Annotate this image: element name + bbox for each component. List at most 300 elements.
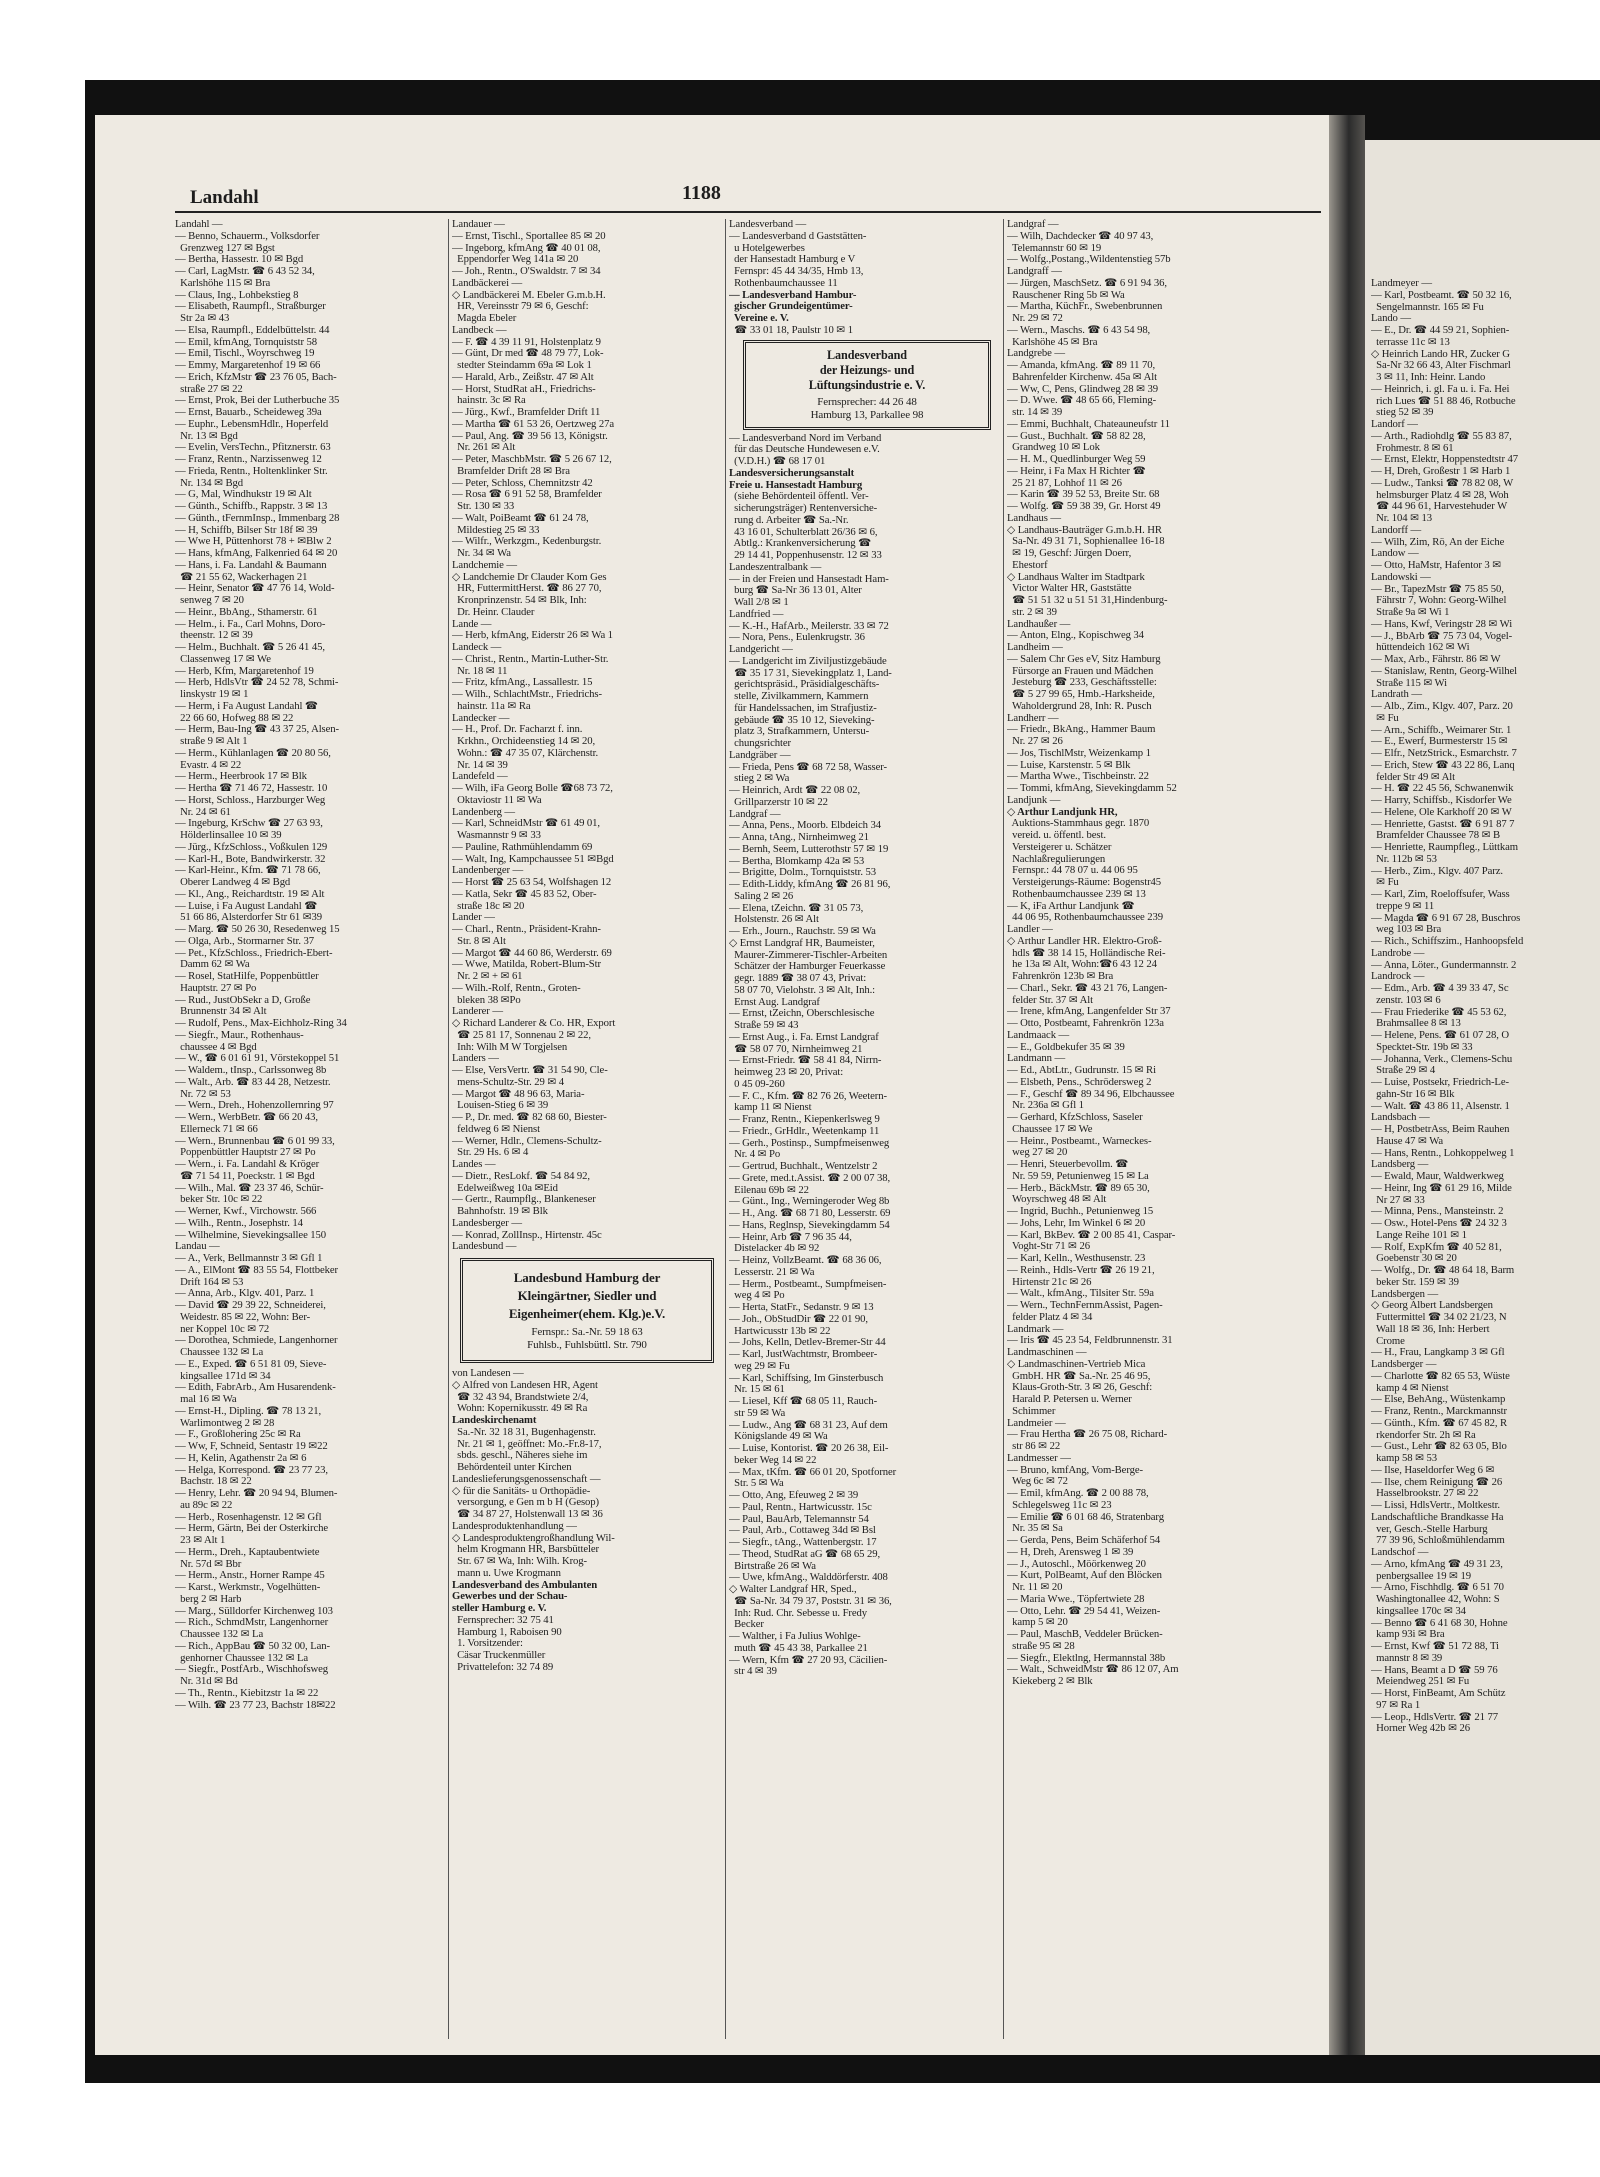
directory-entry-line: gebäude ☎ 35 10 12, Sieveking- [729,714,875,726]
directory-entry-line: — Wern., i. Fa. Landahl & Kröger [175,1159,320,1170]
directory-entry-line: — E., Ewerf, Burmesterstr 15 ✉ [1371,736,1508,748]
directory-entry-line: Nr. 15 ✉ 61 [729,1384,785,1396]
directory-entry-line: — Herb., BäckMstr. ☎ 89 65 30, [1007,1182,1150,1194]
directory-entry-line: kingsallee 170c ✉ 34 [1371,1605,1466,1617]
directory-entry-line: Auktions-Stammhaus gegr. 1870 [1007,818,1150,830]
directory-entry-line: — Wern., TechnFernmAssist, Pagen- [1007,1300,1163,1311]
directory-entry-line: helm Krogmann HR, Barsbütteler [452,1544,599,1556]
directory-entry-line: Landgraf — [729,808,781,820]
directory-entry-line: — F., Großlohering 25c ✉ Ra [175,1429,301,1441]
directory-entry-line: — E., Goldbekufer 35 ✉ 39 [1007,1041,1125,1053]
directory-entry-line: — Arno, kfmAng ☎ 49 31 23, [1371,1558,1503,1570]
directory-entry-line: Hasselbrookstr. 27 ✉ 22 [1371,1488,1479,1500]
directory-entry-line: — Elfr., NetzStrick., Esmarchstr. 7 [1371,748,1517,759]
directory-entry-line: kamp 11 ✉ Nienst [729,1102,812,1114]
directory-entry-line: Nr. 59 59, Petunienweg 15 ✉ La [1007,1170,1149,1182]
directory-entry-line: — Karl, JustWachtmstr, Brombeer- [729,1349,878,1360]
bold-entry-line: Landesversicherungsanstalt [729,467,855,479]
directory-entry-line: Classenweg 17 ✉ We [175,653,271,665]
directory-entry-line: rich Lues ☎ 51 88 46, Rotbuche [1371,395,1516,407]
directory-entry-line: — Rich., Schiffszim., Hanhoopsfeld [1371,936,1524,947]
directory-entry-line: — Friedr., BkAng., Hammer Baum [1007,724,1156,736]
directory-entry-line: — Siegfr., PostfArb., Wischhofsweg [175,1664,329,1676]
directory-entry-line: — J., BbArb ☎ 75 73 04, Vogel- [1371,630,1513,642]
bold-entry-line: Landesverband des Ambulanten [452,1579,598,1591]
directory-entry-line: — Ernst Aug., i. Fa. Ernst Landgraf [729,1031,879,1043]
directory-entry-line: — Hans, i. Fa. Landahl & Baumann [175,559,327,571]
directory-entry-line: straße 27 ✉ 22 [175,383,243,395]
directory-entry-line: str. 2 ✉ 39 [1007,606,1057,618]
directory-entry-line: — Karl, Kelln., Westhusenstr. 23 [1007,1253,1146,1264]
directory-entry-line: — Irene, kfmAng, Langenfelder Str 37 [1007,1006,1171,1018]
directory-entry-line: Nr. 57d ✉ Bbr [175,1558,242,1570]
directory-entry-line: — Helm., Buchhalt. ☎ 5 26 41 45, [175,642,325,653]
directory-entry-line: sicherungsträger) Rentenversiche- [729,503,878,514]
directory-entry-line: — Marg., Sülldorfer Kirchenweg 103 [175,1605,333,1617]
directory-entry-line: — Hans, Reglnsp, Sievekingdamm 54 [729,1219,890,1231]
directory-entry-line: — Wwe H, Püttenhorst 78 + ✉Blw 2 [175,536,332,548]
directory-entry-line: Futtermittel ☎ 34 02 21/23, N [1371,1312,1507,1323]
directory-entry-line: — Herb., Zim., Klgv. 407 Parz. [1371,865,1503,877]
bold-entry-line: Vereine e. V. [729,313,789,324]
directory-entry-line: Landeslieferungsgenossenschaft — [452,1473,601,1485]
directory-entry-line: — Günth., Schiffb., Rappstr. 3 ✉ 13 [175,501,328,512]
directory-entry-line: — Erich, KfzMstr ☎ 23 76 05, Bach- [175,371,337,383]
directory-entry-line: mann u. Uwe Krogmann [452,1567,561,1579]
directory-entry-line: — H, Kelin, Agathenstr 2a ✉ 6 [175,1452,307,1464]
directory-entry-line: straße 95 ✉ 28 [1007,1640,1075,1652]
directory-entry-line: — Edm., Arb. ☎ 4 39 33 47, Sc [1371,983,1509,994]
directory-entry-line: Fernspr.: 44 78 07 u. 44 06 95 [1007,865,1138,877]
directory-entry-line: Chaussee 132 ✉ La [175,1629,264,1640]
directory-entry-line: Woyrschweg 48 ✉ Alt [1007,1194,1107,1206]
directory-entry-line: — Walther, i Fa Julius Wohlge- [729,1631,861,1642]
directory-entry-line: Landchemie — [452,559,517,571]
directory-entry-line: mal 16 ✉ Wa [175,1394,237,1405]
directory-entry-line: Nr. 29 ✉ 72 [1007,313,1063,324]
directory-entry-line: ◇ Landchemie Dr Clauder Kom Ges [452,571,607,583]
directory-entry-line: 29 14 41, Poppenhusenstr. 12 ✉ 33 [729,550,882,561]
directory-entry-line: — Paul, Arb., Cottaweg 34d ✉ Bsl [729,1525,876,1537]
directory-entry-line: ☎ 35 17 31, Sievekingplatz 1, Land- [729,667,892,679]
directory-entry-line: — Jürg., Kwf., Bramfelder Drift 11 [452,407,601,418]
directory-entry-line: Fährstr 7, Wohn: Georg-Wilhel [1371,595,1507,607]
directory-entry-line: — Elisabeth, Raumpfl., Straßburger [175,301,326,313]
ad-title-line: Lüftungsindustrie e. V. [808,377,926,392]
directory-entry-line: Horner Weg 42b ✉ 26 [1371,1723,1470,1735]
directory-entry-line: Mildestieg 25 ✉ 33 [452,524,540,536]
directory-entry-line: — A., Verk, Bellmannstr 3 ✉ Gfl 1 [175,1253,323,1264]
ad-title-line: der Heizungs- und [819,362,915,377]
directory-entry-line: Telemannstr 60 ✉ 19 [1007,242,1102,254]
directory-entry-line: — Gust., Buchhalt. ☎ 58 82 28, [1007,430,1146,442]
directory-entry-line: — Otto, HaMstr, Hafentor 3 ✉ [1371,560,1502,571]
directory-entry-line: — Arn., Schiffb., Weimarer Str. 1 [1371,724,1512,736]
directory-entry-line: — Franz, Rentn., Narzissenweg 12 [175,454,322,465]
directory-entry-line: — Hans, kfmAng, Falkenried 64 ✉ 20 [175,548,338,559]
directory-entry-line: Edelweißweg 10a ✉Eid [452,1182,558,1194]
directory-entry-line: ◇ Alfred von Landesen HR, Agent [452,1379,598,1391]
directory-entry-line: — Claus, Ing., Lohbekstieg 8 [175,289,299,301]
directory-entry-line: Str. 130 ✉ 33 [452,501,515,512]
directory-entry-line: — Herm., Dreh., Kaptaubentwiete [175,1546,320,1558]
directory-entry-line: — Edith, FabrArb., Am Husarendenk- [175,1382,336,1394]
directory-entry-line: gerichtspräsid., Präsidialgeschäfts- [729,679,880,691]
directory-entry-line: genhorner Chaussee 132 ✉ La [175,1652,309,1664]
directory-entry-line: — Otto, Lehr. ☎ 29 54 41, Weizen- [1007,1605,1161,1617]
directory-entry-line: — Ilse, Haseldorfer Weg 6 ✉ [1371,1464,1495,1476]
directory-entry-line: Evastr. 4 ✉ 22 [175,759,242,771]
directory-entry-line: — Ernst, Prok, Bei der Lutherbuche 35 [175,395,340,407]
directory-entry-line: ◇ Georg Albert Landsbergen [1371,1300,1493,1312]
directory-entry-line: — Anton, Elng., Kopischweg 34 [1007,630,1144,642]
directory-entry-line: Landesberger — [452,1217,522,1229]
directory-entry-line: au 89c ✉ 22 [175,1499,233,1511]
directory-entry-line: Distelacker 4b ✉ 92 [729,1243,820,1255]
page-number: 1188 [682,182,721,204]
directory-entry-line: — Benno ☎ 6 41 68 30, Hohne [1371,1617,1508,1629]
directory-entry-line: Abtlg.: Krankenversicherung ☎ [729,538,872,550]
directory-entry-line: ☎ 32 43 94, Brandstwiete 2/4, [452,1391,589,1403]
directory-entry-line: ◇ Landhaus-Bauträger G.m.b.H. HR [1007,524,1162,536]
directory-entry-line: — Paul, Rentn., Hartwicusstr. 15c [729,1501,872,1513]
directory-entry-line: — Karst., Werkmstr., Vogelhütten- [175,1582,321,1593]
directory-entry-line: treppe 9 ✉ 11 [1371,900,1435,912]
column-divider [725,219,726,2039]
directory-entry-line: — Bertha, Blomkamp 42a ✉ 53 [729,855,865,867]
ad-title-line: Kleingärtner, Siedler und [517,1288,657,1303]
directory-entry-line: Landmaack — [1007,1029,1070,1041]
directory-entry-line: — Emil, kfmAng. ☎ 2 00 88 78, [1007,1488,1149,1499]
directory-entry-line: ◇ Landbäckerei M. Ebeler G.m.b.H. [452,289,606,301]
directory-entry-line: Str. 8 ✉ Alt [452,935,506,947]
directory-entry-line: Schimmer [1007,1405,1056,1417]
directory-entry-line: — H. M., Quedlinburger Weg 59 [1007,454,1146,465]
directory-entry-line: Landgraf — [1007,219,1059,230]
directory-entry-line: — Ernst, Tischl., Sportallee 85 ✉ 20 [452,230,606,242]
directory-entry-line: feldweg 6 ✉ Nienst [452,1123,540,1135]
directory-entry-line: — Friedr., GrHdlr., Weetenkamp 11 [729,1125,880,1137]
directory-entry-line: Krkhn., Orchideenstieg 14 ✉ 20, [452,736,596,747]
directory-entry-line: — Otto, Ang, Efeuweg 2 ✉ 39 [729,1490,859,1501]
directory-entry-line: Birtstraße 26 ✉ Wa [729,1560,816,1572]
facing-page-column [1371,278,1600,2055]
directory-entry-line: — Rich., AppBau ☎ 50 32 00, Lan- [175,1640,330,1652]
directory-entry-line: 97 ✉ Ra 1 [1371,1699,1421,1711]
directory-entry-line: — Anna, Pens., Moorb. Elbdeich 34 [729,820,881,832]
directory-entry-line: — H., Frau, Langkamp 3 ✉ Gfl [1371,1347,1505,1359]
directory-entry-line: Str 2a ✉ 43 [175,313,230,324]
directory-entry-line: — Elena, tZeichn. ☎ 31 05 73, [729,902,864,914]
directory-entry-line: — Harald, Arb., Zeißstr. 47 ✉ Alt [452,371,594,383]
directory-entry-line: — Herb, Kfm, Margaretenhof 19 [175,665,314,677]
directory-entry-line: — Ernst, tZeichn, Oberschlesische [729,1008,875,1020]
directory-entry-line: Landorf — [1371,419,1418,430]
directory-entry-line: Brunnenstr 34 ✉ Alt [175,1006,267,1018]
directory-entry-line: Nr. 14 ✉ 39 [452,759,508,771]
directory-entry-line: — Rolf, ExpKfm ☎ 40 52 81, [1371,1241,1502,1253]
directory-entry-line: — Gertrud, Buchhalt., Wentzelstr 2 [729,1161,878,1172]
directory-entry-line: ☎ 71 54 11, Poeckstr. 1 ✉ Bgd [175,1170,315,1182]
directory-entry-line: Behördenteil unter Kirchen [452,1462,572,1473]
directory-entry-line: Versteigerungs-Räume: Bogenstr45 [1007,877,1162,888]
directory-entry-line: ◇ Landhaus Walter im Stadtpark [1007,571,1145,583]
directory-entry-line: Sa-Nr 32 66 43, Alter Fischmarl [1371,360,1511,372]
directory-entry-line: — Evelin, VersTechn., Pfitznerstr. 63 [175,442,331,454]
directory-entry-line: — Walt, Ing, Kampchaussee 51 ✉Bgd [452,853,614,865]
directory-entry-line: chaussee 4 ✉ Bgd [175,1041,257,1053]
directory-entry-line: Inh: Wilh M W Torgjelsen [452,1041,568,1053]
directory-entry-line: — Johanna, Verk., Clemens-Schu [1371,1053,1513,1065]
directory-entry-line: Nr. 11 ✉ 20 [1007,1582,1063,1593]
directory-entry-line: HR, Vereinsstr 79 ✉ 6, Geschf: [452,301,589,313]
directory-entry-line: Landherr — [1007,712,1059,724]
directory-entry-line: berg 2 ✉ Harb [175,1593,242,1605]
directory-entry-line: — Walt. ☎ 43 86 11, Alsenstr. 1 [1371,1100,1510,1112]
directory-entry-line: Wasmannstr 9 ✉ 33 [452,830,541,841]
bold-entry-line: — Landesverband Hambur- [729,289,857,301]
directory-entry-line: — Waldem., tInsp., Carlssonweg 8b [175,1065,327,1076]
directory-entry-line: beker Str. 10c ✉ 22 [175,1194,263,1206]
directory-entry-line: — Wern., Dreh., Hohenzollernring 97 [175,1100,334,1112]
directory-entry-line: — Bertha, Hassestr. 10 ✉ Bgd [175,254,304,266]
directory-entry-line: — Wilh. ☎ 23 77 23, Bachstr 18✉22 [175,1699,336,1711]
directory-entry-line: — Harry, Schiffsb., Kisdorfer We [1371,795,1512,806]
directory-entry-line: str 59 ✉ Wa [729,1407,786,1419]
directory-entry-line: Lander — [452,912,495,924]
directory-entry-line: Karlshöhe 115 ✉ Bra [175,277,271,289]
directory-entry-line: — Elsbeth, Pens., Schrödersweg 2 [1007,1076,1152,1088]
directory-entry-line: — Ernst-Friedr. ☎ 58 41 84, Nirrn- [729,1055,882,1067]
directory-entry-line: ☎ 51 51 32 u 51 51 31,Hindenburg- [1007,595,1168,606]
directory-entry-line: — J., Autoschl., Möörkenweg 20 [1007,1558,1146,1570]
directory-entry-line: — Henry, Lehr. ☎ 20 94 94, Blumen- [175,1488,338,1499]
directory-entry-line: versorgung, e Gen m b H (Gesop) [452,1497,599,1509]
directory-entry-line: — Emil, Tischl., Woyrschweg 19 [175,348,315,360]
directory-entry-line: Landmaschinen — [1007,1347,1087,1358]
directory-entry-line: kamp 93i ✉ Bra [1371,1629,1445,1641]
directory-entry-line: 25 21 87, Lohhof 11 ✉ 26 [1007,477,1122,489]
directory-entry-line: — Landesverband Nord im Verband [729,432,882,444]
directory-entry-line: — Herta, StatFr., Sedanstr. 9 ✉ 13 [729,1302,874,1313]
directory-entry-line: — Emmy, Margaretenhof 19 ✉ 66 [175,360,321,371]
directory-entry-line: der Hansestadt Hamburg e V [729,254,856,266]
directory-entry-line: straße 18c ✉ 20 [452,900,525,912]
directory-entry-line: — Helene, Ole Karkhoff 20 ✉ W [1371,806,1512,818]
directory-entry-line: — Heinr, i Fa Max H Richter ☎ [1007,465,1146,477]
directory-entry-line: — Herb, kfmAng, Eiderstr 26 ✉ Wa 1 [452,630,613,642]
directory-entry-line: weg 27 ✉ 20 [1007,1147,1068,1159]
directory-entry-line: 1. Vorsitzender: [452,1638,523,1650]
directory-entry-line: ◇ Arthur Landler HR. Elektro-Groß- [1007,935,1162,947]
directory-entry-line: — Else, VersVertr. ☎ 31 54 90, Cle- [452,1065,608,1076]
directory-entry-line: — Horst ☎ 25 63 54, Wolfshagen 12 [452,877,612,888]
directory-entry-line: Landefeld — [452,771,508,783]
directory-entry-line: Landers — [452,1053,499,1065]
directory-entry-line: — Arno, Fischhdlg. ☎ 6 51 70 [1371,1582,1504,1594]
directory-entry-line: — in der Freien und Hansestadt Ham- [729,573,889,585]
directory-entry-line: Nr. 34 ✉ Wa [452,548,511,559]
directory-entry-line: Nachlaßregulierungen [1007,853,1106,865]
directory-entry-line: — Wern., Brunnenbau ☎ 6 01 99 33, [175,1135,335,1147]
directory-entry-line: — H, PostbetrAss, Beim Rauhen [1371,1124,1510,1135]
directory-entry-line: — Karin ☎ 39 52 53, Breite Str. 68 [1007,489,1160,501]
directory-entry-line: sbds. geschl., Näheres siehe im [452,1450,588,1462]
ad-phone: Fernspr.: Sa.-Nr. 59 18 63 [531,1326,643,1338]
directory-entry-line: Landmann — [1007,1053,1066,1065]
directory-entry-line: Lange Reihe 101 ✉ 1 [1371,1229,1467,1241]
directory-entry-line: Poppenbüttler Hauptstr 27 ✉ Po [175,1147,316,1159]
directory-entry-line: — H, Dreh, Großestr 1 ✉ Harb 1 [1371,466,1511,477]
directory-entry-line: — Helene, Pens. ☎ 61 07 28, O [1371,1030,1510,1041]
directory-entry-line: Landrobe — [1371,947,1425,959]
directory-entry-line: ver, Gesch.-Stelle Harburg [1371,1523,1488,1535]
directory-entry-line: felder Platz 4 ✉ 34 [1007,1311,1093,1323]
directory-entry-line: Cäsar Truckenmüller [452,1650,546,1661]
directory-entry-line: Landmark — [1007,1323,1064,1335]
directory-entry-line: hainstr. 3c ✉ Ra [452,395,526,407]
directory-entry-line: Damm 62 ✉ Wa [175,959,250,971]
directory-entry-line: — Siegfr., tAng., Wattenbergstr. 17 [729,1537,877,1548]
directory-entry-line: Bramfelder Drift 28 ✉ Bra [452,465,570,477]
directory-entry-line: Hause 47 ✉ Wa [1371,1135,1443,1147]
directory-entry-line: Karlshöhe 45 ✉ Bra [1007,336,1098,348]
directory-entry-line: — D. Wwe. ☎ 48 65 66, Fleming- [1007,395,1157,407]
directory-entry-line: — Henri, Steuerbevollm. ☎ [1007,1159,1129,1170]
directory-entry-line: Versteigerer u. Schätzer [1007,841,1112,853]
directory-entry-line: — Margot ☎ 44 60 86, Werderstr. 69 [452,947,612,959]
directory-entry-line: Bahrenfelder Kirchenw. 45a ✉ Alt [1007,371,1157,383]
directory-entry-line: Hirtenstr 21c ✉ 26 [1007,1276,1092,1288]
directory-entry-line: rkendorfer Str. 2h ✉ Ra [1371,1429,1476,1441]
directory-entry-line: Landesverband — [729,219,807,230]
directory-entry-line: — Reinh., Hdls-Vertr ☎ 26 19 21, [1007,1264,1155,1276]
directory-entry-line: Holstenstr. 26 ✉ Alt [729,914,819,926]
directory-entry-line: Landschaftliche Brandkasse Ha [1371,1511,1504,1523]
directory-entry-line: bleken 38 ✉Po [452,994,521,1006]
directory-entry-line: — E., Exped. ☎ 6 51 81 09, Sieve- [175,1358,327,1370]
directory-entry-line: Lande — [452,618,492,630]
directory-entry-line: — G, Mal, Windhukstr 19 ✉ Alt [175,489,312,501]
directory-entry-line: Landesproduktenhandlung — [452,1520,577,1532]
directory-entry-line: — Gerhard, KfzSchloss, Saseler [1007,1112,1143,1123]
directory-entry-line: terrasse 11c ✉ 13 [1371,336,1450,348]
directory-entry-line: — Helm., i. Fa., Carl Mohns, Doro- [175,618,326,630]
directory-entry-line: — Leop., HdlsVertr. ☎ 21 77 [1371,1711,1498,1723]
directory-entry-line: 3 ✉ 11, Inh: Heinr. Lando [1371,372,1486,383]
directory-entry-line: Landler — [1007,924,1053,935]
directory-entry-line: Fahrenkrön 123b ✉ Bra [1007,971,1114,982]
directory-entry-line: Fürsorge an Frauen und Mädchen [1007,665,1154,677]
directory-entry-line: — K.-H., HafArb., Meilerstr. 33 ✉ 72 [729,620,889,632]
book-gutter [1329,115,1365,2055]
ad-phone: Fernsprecher: 44 26 48 [817,395,917,408]
directory-entry-line: — Salem Chr Ges eV, Sitz Hamburg [1007,653,1161,665]
directory-entry-line: — Jürg., KfzSchloss., Voßkulen 129 [175,841,328,853]
directory-entry-line: Landowski — [1371,571,1431,583]
directory-entry-line: mens-Schultz-Str. 29 ✉ 4 [452,1076,565,1088]
directory-column-3 [729,219,1001,2053]
directory-entry-line: (V.D.H.) ☎ 68 17 01 [729,456,826,467]
directory-entry-line: kamp 58 ✉ 53 [1371,1453,1438,1464]
directory-entry-line: Kronprinzenstr. 54 ✉ Blk, Inh: [452,595,587,606]
ad-title-line: Landesverband [827,347,907,362]
directory-entry-line: ☎ 34 87 27, Holstenwall 13 ✉ 36 [452,1509,603,1520]
directory-entry-line: Rothenbaumchaussee 239 ✉ 13 [1007,888,1146,900]
bold-entry-line: gischer Grundeigentümer- [729,301,853,313]
directory-entry-line: weg 103 ✉ Bra [1371,924,1442,936]
directory-entry-line: — Heinz, VollzBeamt. ☎ 68 36 06, [729,1255,882,1266]
directory-entry-line: linskystr 19 ✉ 1 [175,689,249,700]
directory-entry-line: — Henriette, Gastst. ☎ 6 91 87 7 [1371,818,1515,830]
directory-entry-line: ☎ 25 81 17, Sonnenau 2 ✉ 22, [452,1029,591,1041]
directory-entry-line: Jesteburg ☎ 233, Geschäftsstelle: [1007,677,1157,689]
directory-entry-line: — Wilh, Dachdecker ☎ 40 97 43, [1007,230,1154,242]
directory-entry-line: — Nora, Pens., Eulenkrugstr. 36 [729,632,865,644]
directory-entry-line: — Hans, Kwf, Veringstr 28 ✉ Wi [1371,618,1513,630]
directory-entry-line: — Luise, Kontorist. ☎ 20 26 38, Eil- [729,1443,889,1454]
directory-entry-line: — Hertha ☎ 71 46 72, Hassestr. 10 [175,783,328,794]
directory-entry-line: — Heinr., Postbeamt., Warneckes- [1007,1135,1152,1147]
directory-entry-line: u Hotelgewerbes [729,242,805,254]
directory-entry-line: — Siegfr., Maur., Rothenhaus- [175,1029,304,1041]
directory-entry-line: — Erh., Journ., Rauchstr. 59 ✉ Wa [729,926,876,937]
directory-entry-line: Lesserstr. 21 ✉ Wa [729,1266,815,1278]
directory-entry-line: — Walt, PoiBeamt ☎ 61 24 78, [452,512,589,524]
directory-entry-line: Grenzweg 127 ✉ Bgst [175,242,275,254]
advertisement-box [460,1258,714,1363]
directory-entry-line: — Rich., SchmdMstr, Langenhorner [175,1617,329,1629]
directory-entry-line: gegr. 1889 ☎ 38 07 43, Privat: [729,973,867,984]
directory-entry-line: Nr. 104 ✉ 13 [1371,513,1432,524]
directory-entry-line: Straße 9a ✉ Wi 1 [1371,607,1450,618]
directory-entry-line: — Peter, Schloss, Chemnitzstr 42 [452,477,593,489]
directory-entry-line: felder Str. 37 ✉ Alt [1007,994,1094,1006]
directory-entry-line: — Dietr., ResLokf. ☎ 54 84 92, [452,1170,590,1182]
directory-entry-line: Landheim — [1007,642,1063,653]
directory-entry-line: — Ernst, Bauarb., Scheideweg 39a [175,407,322,418]
directory-entry-line: Bachstr. 18 ✉ 22 [175,1476,252,1488]
bold-entry-line: Gewerbes und der Schau- [452,1591,568,1603]
directory-entry-line: Landrock — [1371,971,1425,983]
directory-entry-line: — Wern., Maschs. ☎ 6 43 54 98, [1007,324,1151,336]
running-head: Landahl [190,187,259,208]
directory-entry-line: — Margot ☎ 48 96 63, Maria- [452,1088,585,1100]
directory-entry-line: — Heinr., BbAng., Sthamerstr. 61 [175,606,318,618]
directory-entry-line: Goebenstr 30 ✉ 20 [1371,1253,1457,1265]
directory-entry-line: Nr. 4 ✉ Po [729,1149,781,1161]
directory-entry-line: — Uwe, kfmAng., Walddörferstr. 408 [729,1572,888,1584]
directory-entry-line: — Karl, BkBev. ☎ 2 00 85 41, Caspar- [1007,1229,1176,1241]
directory-entry-line: — Werner, Hdlr., Clemens-Schultz- [452,1135,602,1147]
directory-entry-line: — Charl., Rentn., Präsident-Krahn- [452,924,601,935]
directory-entry-line: Nr. 18 ✉ 11 [452,665,508,677]
directory-entry-line: Landenberg — [452,806,516,818]
directory-entry-line: — Ilse, chem Reinigung ☎ 26 [1371,1476,1503,1488]
directory-entry-line: zenstr. 103 ✉ 6 [1371,994,1441,1006]
directory-entry-line: Landgraff — [1007,266,1062,277]
directory-entry-line: ner Koppel 10c ✉ 72 [175,1323,270,1335]
directory-entry-line: — Herb., Rosenhagenstr. 12 ✉ Gfl [175,1511,322,1523]
directory-entry-line: für das Deutsche Hundewesen e.V. [729,444,880,456]
directory-entry-line: ◇ für die Sanitäts- u Orthopädie- [452,1485,591,1497]
directory-entry-line: Rauschener Ring 5b ✉ Wa [1007,289,1125,301]
directory-entry-line: — Grete, med.t.Assist. ☎ 2 00 07 38, [729,1172,891,1184]
directory-entry-line: — Joh., ObStudDir ☎ 22 01 90, [729,1313,868,1325]
directory-entry-line: ◇ Heinrich Lando HR, Zucker G [1371,348,1510,360]
directory-entry-line: stedter Steindamm 69a ✉ Lok 1 [452,360,592,371]
directory-entry-line: — Wolfg., Dr. ☎ 48 64 18, Barm [1371,1265,1515,1276]
